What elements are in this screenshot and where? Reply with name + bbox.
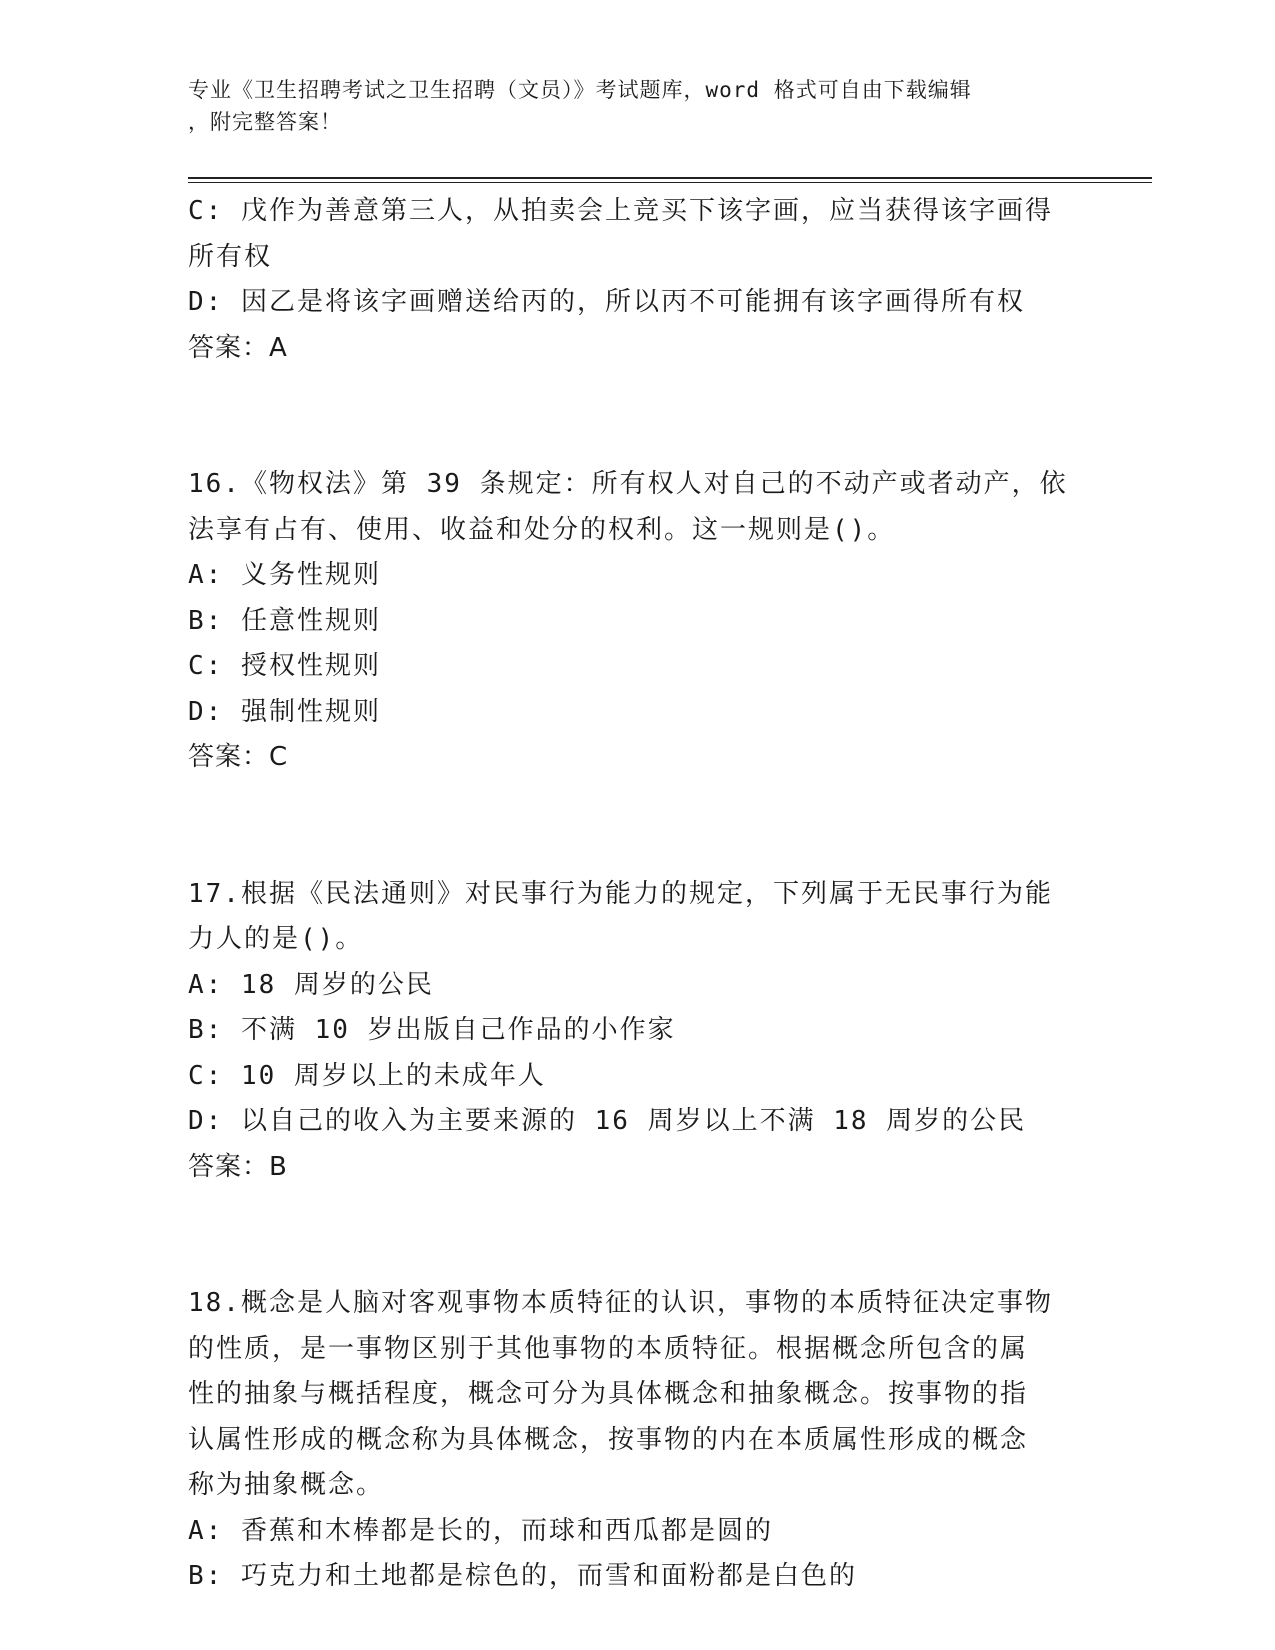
spacer — [188, 417, 1088, 463]
spacer — [188, 826, 1088, 872]
q17-option-a: A: 18 周岁的公民 — [188, 969, 434, 1000]
q18-option-b: B: 巧克力和土地都是棕色的，而雪和面粉都是白色的 — [188, 1561, 857, 1591]
question-17 — [188, 872, 1088, 1191]
q17-option-b: B: 不满 10 岁出版自己作品的小作家 — [188, 1015, 676, 1045]
q15-option-d: D: 因乙是将该字画赠送给丙的，所以丙不可能拥有该字画得所有权 — [188, 287, 1025, 317]
q18-option-a: A: 香蕉和木棒都是长的，而球和西瓜都是圆的 — [188, 1515, 773, 1546]
q15-answer: 答案：A — [188, 332, 288, 363]
q18-stem-line-4: 认属性形成的概念称为具体概念，按事物的内在本质属性形成的概念 — [188, 1424, 1029, 1455]
q17-stem-line-1: 17.根据《民法通则》对民事行为能力的规定，下列属于无民事行为能 — [188, 878, 1053, 909]
q18-stem-line-3: 性的抽象与概括程度，概念可分为具体概念和抽象概念。按事物的指 — [188, 1379, 1029, 1409]
question-18 — [188, 1281, 1088, 1600]
question-content — [188, 189, 1088, 1600]
q18-stem-line-2: 的性质，是一事物区别于其他事物的本质特征。根据概念所包含的属 — [188, 1333, 1029, 1364]
spacer — [188, 1236, 1088, 1282]
question-15-continued — [188, 189, 1088, 371]
spacer — [188, 1190, 1088, 1236]
q18-stem-line-1: 18.概念是人脑对客观事物本质特征的认识，事物的本质特征决定事物 — [188, 1288, 1053, 1318]
q17-option-c: C: 10 周岁以上的未成年人 — [188, 1060, 546, 1091]
header-rule-thick — [188, 177, 1152, 179]
q16-stem-line-1: 16.《物权法》第 39 条规定：所有权人对自己的不动产或者动产，依 — [188, 469, 1068, 499]
header-line-2: ，附完整答案！ — [188, 110, 342, 134]
q16-option-d: D: 强制性规则 — [188, 696, 381, 727]
question-16 — [188, 462, 1088, 781]
header-line-1: 专业《卫生招聘考试之卫生招聘（文员）》考试题库，word 格式可自由下载编辑 — [188, 78, 972, 102]
q16-option-b: B: 任意性规则 — [188, 605, 381, 636]
q15-option-c-line-1: C: 戊作为善意第三人，从拍卖会上竞买下该字画，应当获得该字画得 — [188, 196, 1053, 226]
q17-answer: 答案：B — [188, 1151, 288, 1182]
q16-option-c: C: 授权性规则 — [188, 651, 381, 681]
q17-option-d: D: 以自己的收入为主要来源的 16 周岁以上不满 18 周岁的公民 — [188, 1106, 1027, 1136]
spacer — [188, 371, 1088, 417]
spacer — [188, 781, 1088, 827]
page-header — [188, 74, 1088, 138]
q15-option-c-line-2: 所有权 — [188, 241, 273, 272]
q16-stem-line-2: 法享有占有、使用、收益和处分的权利。这一规则是()。 — [188, 514, 896, 545]
q16-answer: 答案：C — [188, 742, 289, 772]
q17-stem-line-2: 力人的是()。 — [188, 924, 364, 954]
q16-option-a: A: 义务性规则 — [188, 560, 381, 590]
q18-stem-line-5: 称为抽象概念。 — [188, 1470, 385, 1500]
header-rule-thin — [188, 182, 1152, 183]
